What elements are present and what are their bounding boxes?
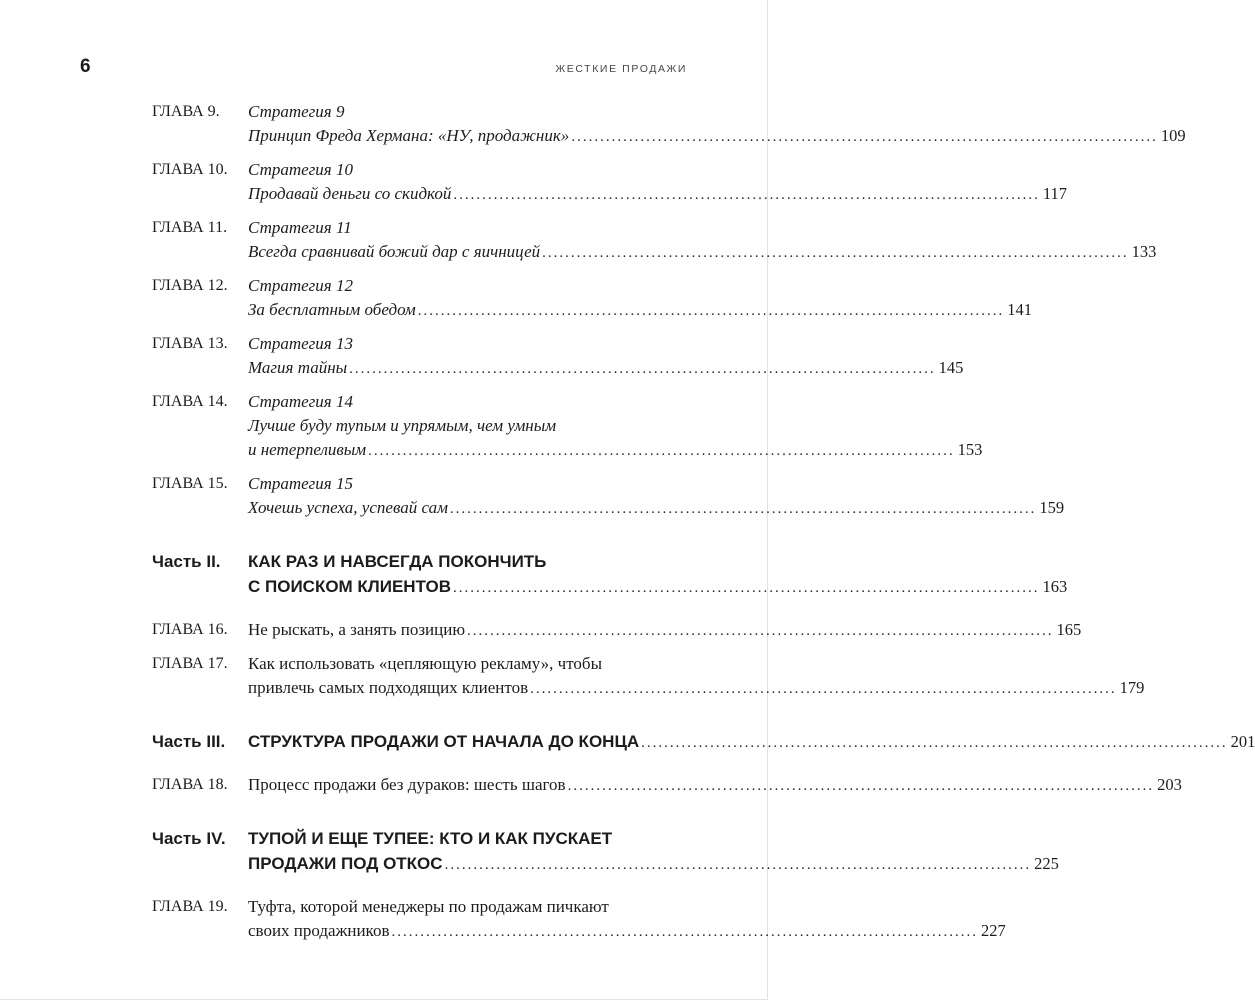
entry-title-text: привлечь самых подходящих клиентов (248, 678, 529, 697)
entry-content (248, 652, 1144, 701)
dot-leader (418, 299, 1005, 323)
entry-line (248, 438, 982, 463)
entry-title-text: ПРОДАЖИ ПОД ОТКОС (248, 854, 443, 873)
dot-leader (391, 920, 978, 944)
entry-line (248, 676, 1144, 701)
entry-label: ГЛАВА 17. (152, 655, 228, 672)
page-number: 163 (1042, 577, 1068, 596)
entry-title-text: Магия тайны (248, 358, 348, 377)
toc-chapter-entry (152, 472, 1065, 521)
entry-line (248, 919, 1006, 944)
entry-label: Часть III. (152, 732, 226, 751)
entry-title-text: Принцип Фреда Хермана: «НУ, продажник» (248, 126, 570, 145)
dot-leader (453, 183, 1040, 207)
entry-content (248, 274, 1032, 323)
page-number: 201 (1230, 732, 1255, 751)
entry-content (248, 729, 1255, 756)
entry-line: Стратегия 10 (248, 160, 353, 179)
entry-line: Стратегия 15 (248, 474, 353, 493)
entry-label: Часть IV. (152, 829, 226, 848)
toc-chapter-entry (152, 274, 1033, 323)
dot-leader (571, 125, 1158, 149)
dot-leader (568, 774, 1155, 798)
entry-line (248, 851, 1059, 878)
entry-line (248, 356, 963, 381)
toc-chapter-entry (152, 895, 1006, 944)
entry-label: Часть II. (152, 552, 221, 571)
entry-line (248, 729, 1255, 756)
entry-line (248, 298, 1032, 323)
entry-line (248, 182, 1067, 207)
entry-title-text: Всегда сравнивай божий дар с яичницей (248, 242, 541, 261)
entry-title-text: С ПОИСКОМ КЛИЕНТОВ (248, 577, 452, 596)
entry-line: Стратегия 9 (248, 102, 345, 121)
dot-leader (641, 731, 1228, 756)
page-number: 203 (1157, 775, 1182, 794)
toc-part-entry (152, 826, 1059, 878)
dot-leader (530, 677, 1117, 701)
page-number: 153 (957, 440, 983, 459)
entry-label: ГЛАВА 16. (152, 621, 228, 638)
entry-line: Стратегия 13 (248, 334, 353, 353)
entry-label: ГЛАВА 13. (152, 335, 228, 352)
entry-line (248, 574, 1067, 601)
dot-leader (368, 439, 955, 463)
entry-line: Стратегия 14 (248, 392, 353, 411)
entry-line (248, 618, 1081, 643)
entry-title-text: За бесплатным обедом (248, 300, 416, 319)
entry-title-text: СТРУКТУРА ПРОДАЖИ ОТ НАЧАЛА ДО КОНЦА (248, 732, 640, 751)
entry-content (248, 826, 1059, 878)
entry-label: ГЛАВА 19. (152, 898, 228, 915)
toc-chapter-entry (152, 773, 1182, 798)
entry-content (248, 100, 1186, 149)
entry-content (248, 216, 1156, 265)
running-title: ЖЕСТКИЕ ПРОДАЖИ (555, 63, 687, 75)
entry-label: ГЛАВА 10. (152, 161, 228, 178)
entry-line: Как использовать «цепляющую рекламу», чтобы (248, 654, 603, 673)
entry-line: ТУПОЙ И ЕЩЕ ТУПЕЕ: КТО И КАК ПУСКАЕТ (248, 829, 613, 848)
entry-line (248, 773, 1182, 798)
toc-chapter-entry (152, 100, 1186, 149)
page-number: 109 (1160, 126, 1186, 145)
page-number: 117 (1042, 184, 1067, 203)
toc-part-entry (152, 549, 1068, 601)
toc-chapter-entry (152, 652, 1145, 701)
entry-line: Туфта, которой менеджеры по продажам пичкают (248, 897, 609, 916)
entry-title-text: Хочешь успеха, успевай сам (248, 498, 448, 517)
entry-title-text: и нетерпеливым (248, 440, 367, 459)
entry-content (248, 472, 1064, 521)
page-number-folio: 6 (80, 56, 91, 77)
entry-line: Стратегия 11 (248, 218, 352, 237)
page-number: 165 (1056, 620, 1082, 639)
dot-leader (450, 497, 1037, 521)
entry-title-text: своих продажников (248, 921, 390, 940)
entry-title-text: Не рыскать, а занять позицию (248, 620, 466, 639)
page-number: 145 (938, 358, 964, 377)
entry-content (248, 549, 1067, 601)
page-number: 179 (1119, 678, 1145, 697)
entry-line (248, 496, 1064, 521)
entry-label: ГЛАВА 9. (152, 103, 220, 120)
entry-line: Стратегия 12 (248, 276, 353, 295)
toc-part-entry (152, 729, 1255, 756)
entry-content (248, 390, 982, 463)
page-header (80, 56, 687, 78)
page-number: 141 (1007, 300, 1033, 319)
entry-content (248, 618, 1081, 643)
entry-content (248, 332, 963, 381)
dot-leader (467, 619, 1054, 643)
entry-line (248, 240, 1156, 265)
entry-label: ГЛАВА 12. (152, 277, 228, 294)
dot-leader (542, 241, 1129, 265)
entry-content (248, 895, 1006, 944)
entry-label: ГЛАВА 11. (152, 219, 228, 236)
toc-list (152, 100, 1255, 944)
page-number: 159 (1039, 498, 1065, 517)
dot-leader (445, 853, 1032, 878)
toc-chapter-entry (152, 216, 1157, 265)
entry-label: ГЛАВА 15. (152, 475, 228, 492)
entry-content (248, 773, 1182, 798)
entry-line: Лучше буду тупым и упрямым, чем умным (248, 416, 557, 435)
entry-title-text: Процесс продажи без дураков: шесть шагов (248, 775, 566, 794)
dot-leader (453, 576, 1040, 601)
entry-line: КАК РАЗ И НАВСЕГДА ПОКОНЧИТЬ (248, 552, 547, 571)
toc-chapter-entry (152, 618, 1082, 643)
entry-label: ГЛАВА 18. (152, 776, 228, 793)
toc-chapter-entry (152, 390, 983, 463)
page-number: 227 (980, 921, 1006, 940)
page-number: 133 (1131, 242, 1157, 261)
toc-chapter-entry (152, 158, 1067, 207)
dot-leader (349, 357, 936, 381)
page-number: 225 (1034, 854, 1059, 873)
entry-label: ГЛАВА 14. (152, 393, 228, 410)
toc-chapter-entry (152, 332, 964, 381)
entry-line (248, 124, 1186, 149)
entry-title-text: Продавай деньги со скидкой (248, 184, 452, 203)
entry-content (248, 158, 1067, 207)
